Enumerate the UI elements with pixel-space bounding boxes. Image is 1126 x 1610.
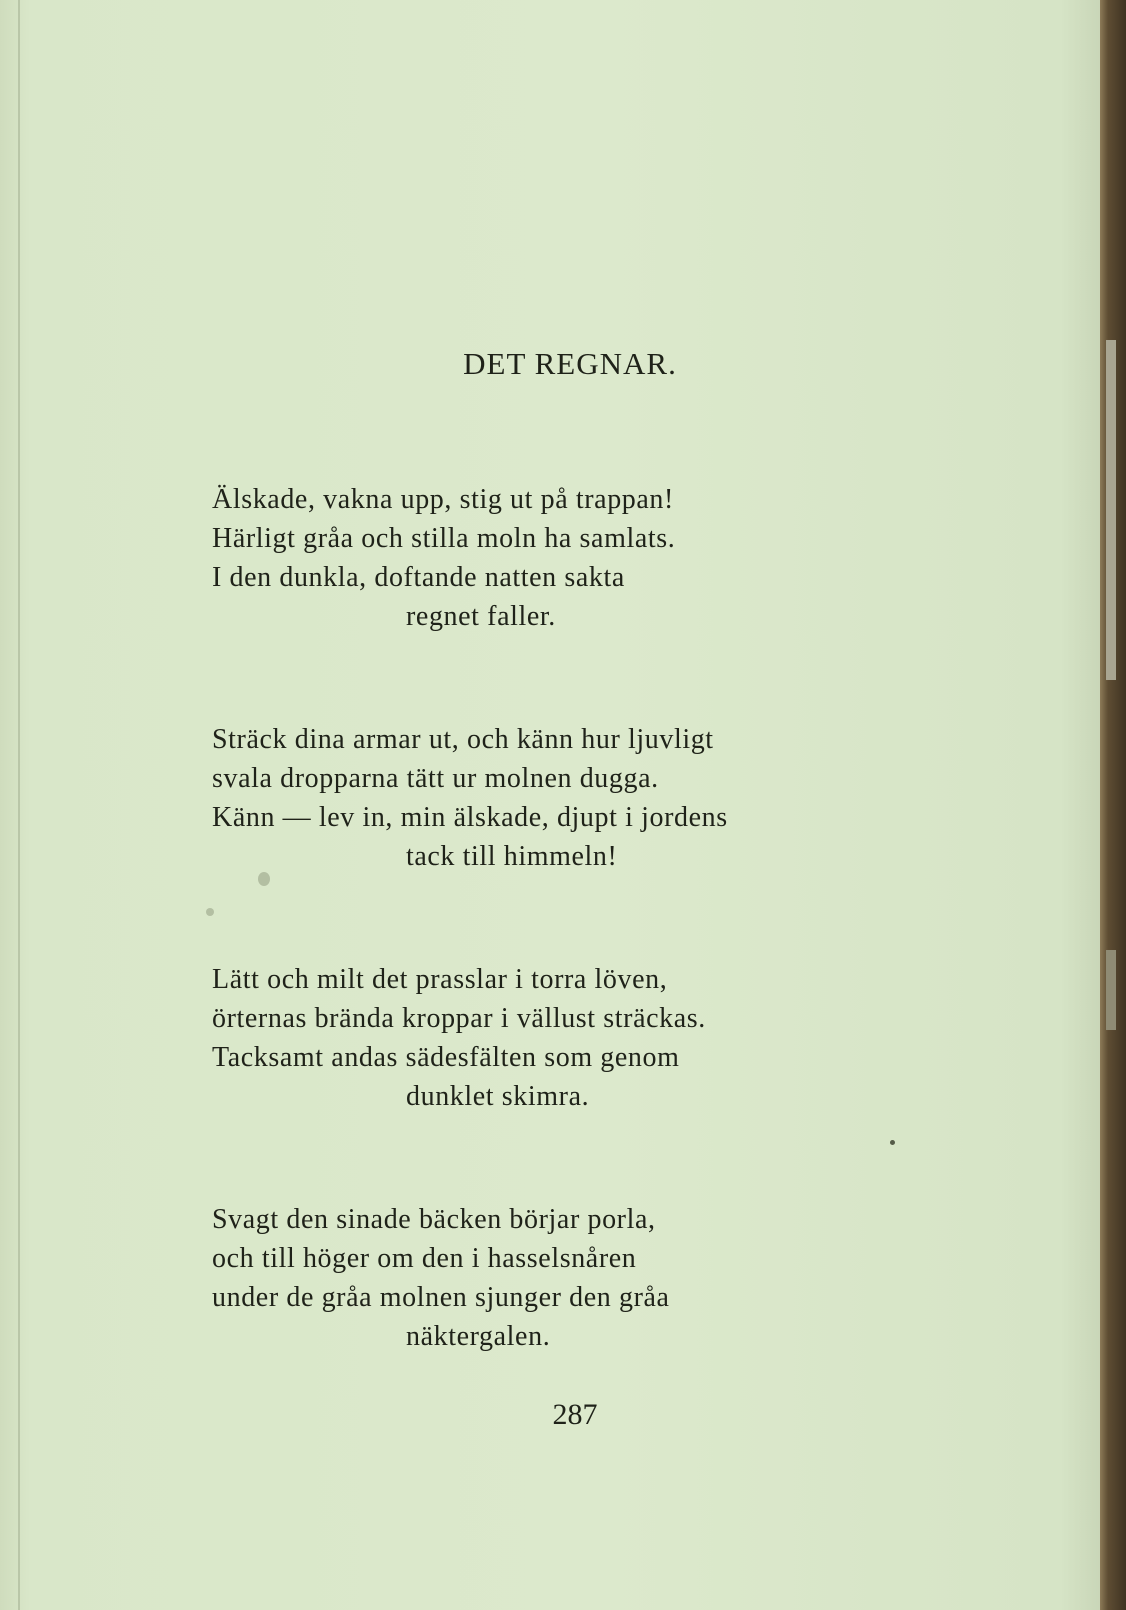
poem-line: tack till himmeln! — [406, 841, 618, 872]
poem-line: Härligt gråa och stilla moln ha samlats. — [212, 523, 676, 554]
page-number: 287 — [552, 1398, 598, 1431]
paper-speck — [890, 1140, 895, 1145]
paper-speck — [206, 908, 214, 916]
poem-line: dunklet skimra. — [406, 1081, 590, 1112]
stanza-2 — [212, 720, 912, 876]
stanza-3 — [212, 960, 912, 1116]
poem-line: Tacksamt andas sädesfälten som genom — [212, 1042, 680, 1073]
page-stack-strip — [1106, 950, 1116, 1030]
poem-line: och till höger om den i hasselsnåren — [212, 1243, 637, 1274]
poem-line: Svagt den sinade bäcken börjar porla, — [212, 1204, 656, 1235]
poem-line: svala dropparna tätt ur molnen dugga. — [212, 763, 659, 794]
poem-line: Känn — lev in, min älskade, djupt i jordens — [212, 802, 728, 833]
page-stack-edge — [1100, 0, 1126, 1610]
poem-title: DET REGNAR. — [463, 346, 677, 381]
poem-line: Lätt och milt det prasslar i torra löven, — [212, 964, 668, 995]
poem-line: örternas brända kroppar i vällust sträckas. — [212, 1003, 706, 1034]
gutter-line — [18, 0, 20, 1610]
poem-line: Älskade, vakna upp, stig ut på trappan! — [212, 484, 674, 515]
poem-line: Sträck dina armar ut, och känn hur ljuvligt — [212, 724, 714, 755]
poem-line: I den dunkla, doftande natten sakta — [212, 562, 625, 593]
stanza-4 — [212, 1200, 912, 1356]
poem-line: regnet faller. — [406, 601, 556, 632]
page-stack-strip — [1106, 340, 1116, 680]
poem-line: näktergalen. — [406, 1321, 551, 1352]
stanza-1 — [212, 480, 912, 636]
poem-line: under de gråa molnen sjunger den gråa — [212, 1282, 670, 1313]
